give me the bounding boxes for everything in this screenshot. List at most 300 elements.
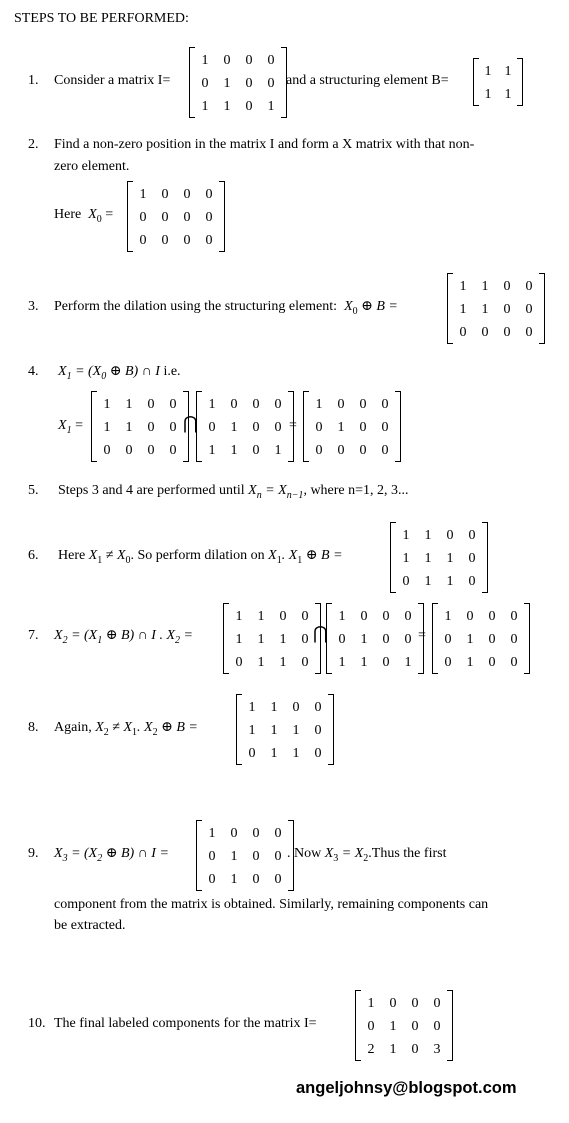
matrix-cell: 0 bbox=[404, 632, 412, 647]
matrix-b-bracket bbox=[517, 105, 522, 106]
equals-sign: = bbox=[289, 418, 297, 433]
step-2-line2: zero element. bbox=[54, 159, 130, 174]
matrix-cell: 0 bbox=[389, 996, 397, 1011]
matrix-row bbox=[96, 439, 184, 462]
matrix-cell: 1 bbox=[230, 420, 238, 435]
matrix-row bbox=[437, 651, 525, 674]
matrix-x0-bracket bbox=[219, 251, 224, 252]
matrix-cell: 0 bbox=[205, 187, 213, 202]
matrix-cell: 2 bbox=[367, 1042, 375, 1057]
matrix-x0-bracket bbox=[219, 181, 224, 182]
matrix-x1-dilated-step7 bbox=[223, 603, 321, 674]
matrix-row bbox=[331, 651, 419, 674]
matrix-i bbox=[189, 47, 287, 118]
matrix-i-step4-bracket bbox=[197, 391, 202, 392]
matrix-row bbox=[360, 1038, 448, 1061]
matrix-cell: 0 bbox=[359, 420, 367, 435]
matrix-cell: 1 bbox=[230, 872, 238, 887]
matrix-row bbox=[132, 206, 220, 229]
step-5-text: Steps 3 and 4 are performed until $X_n = X_{n-1}$, where n=1, 2, 3... bbox=[58, 483, 409, 501]
matrix-cell: 0 bbox=[252, 826, 260, 841]
matrix-cell: 0 bbox=[169, 397, 177, 412]
matrix-cell: 0 bbox=[382, 655, 390, 670]
equals-sign-step7: = bbox=[418, 628, 426, 643]
matrix-x1-dilated-bracket bbox=[391, 592, 396, 593]
matrix-cell: 0 bbox=[488, 609, 496, 624]
matrix-row bbox=[331, 605, 419, 628]
matrix-cell: 0 bbox=[488, 632, 496, 647]
matrix-cell: 0 bbox=[161, 187, 169, 202]
matrix-i-step4-bracket bbox=[288, 391, 293, 392]
matrix-cell: 0 bbox=[245, 53, 253, 68]
matrix-final-labels-grid bbox=[360, 992, 448, 1061]
step-2-number: 2. bbox=[28, 137, 39, 152]
matrix-cell: 1 bbox=[504, 87, 512, 102]
matrix-cell: 0 bbox=[267, 53, 275, 68]
matrix-row bbox=[201, 822, 289, 845]
matrix-x2-dilated-bracket bbox=[237, 764, 242, 765]
matrix-x2-bracket bbox=[524, 603, 529, 604]
matrix-x3 bbox=[196, 820, 294, 891]
step-3-number: 3. bbox=[28, 299, 39, 314]
matrix-row bbox=[437, 605, 525, 628]
matrix-cell: 1 bbox=[360, 632, 368, 647]
matrix-cell: 0 bbox=[139, 210, 147, 225]
step-9-line3: be extracted. bbox=[54, 918, 126, 933]
matrix-cell: 1 bbox=[444, 609, 452, 624]
step-10-number: 10. bbox=[28, 1016, 46, 1031]
matrix-cell: 0 bbox=[481, 325, 489, 340]
matrix-x1-bracket bbox=[304, 391, 309, 392]
matrix-cell: 1 bbox=[481, 279, 489, 294]
matrix-cell: 0 bbox=[139, 233, 147, 248]
matrix-x2-dilated-bracket bbox=[328, 764, 333, 765]
matrix-cell: 1 bbox=[267, 99, 275, 114]
step-2-line1: Find a non-zero position in the matrix I and form a X matrix with that non- bbox=[54, 137, 475, 152]
matrix-cell: 0 bbox=[382, 609, 390, 624]
matrix-row bbox=[452, 298, 540, 321]
matrix-cell: 1 bbox=[389, 1019, 397, 1034]
matrix-cell: 0 bbox=[382, 632, 390, 647]
matrix-cell: 0 bbox=[433, 1019, 441, 1034]
matrix-cell: 0 bbox=[274, 826, 282, 841]
matrix-cell: 0 bbox=[314, 700, 322, 715]
matrix-cell: 0 bbox=[503, 325, 511, 340]
matrix-cell: 0 bbox=[245, 76, 253, 91]
step-7-number: 7. bbox=[28, 628, 39, 643]
matrix-cell: 0 bbox=[360, 609, 368, 624]
matrix-cell: 1 bbox=[424, 528, 432, 543]
matrix-cell: 1 bbox=[424, 574, 432, 589]
matrix-cell: 0 bbox=[301, 632, 309, 647]
matrix-cell: 0 bbox=[315, 420, 323, 435]
matrix-cell: 0 bbox=[402, 574, 410, 589]
matrix-i-bracket bbox=[281, 47, 286, 48]
matrix-cell: 1 bbox=[274, 443, 282, 458]
matrix-x0-bracket bbox=[128, 181, 133, 182]
matrix-row bbox=[132, 229, 220, 252]
step-9-line2: component from the matrix is obtained. Similarly, remaining components can bbox=[54, 897, 489, 912]
matrix-x0 bbox=[127, 181, 225, 252]
matrix-x1-dilated-step7-bracket bbox=[315, 673, 320, 674]
matrix-cell: 0 bbox=[230, 397, 238, 412]
matrix-row bbox=[241, 719, 329, 742]
matrix-x0-grid bbox=[132, 183, 220, 252]
matrix-i-step7-bracket bbox=[418, 673, 423, 674]
matrix-cell: 0 bbox=[183, 187, 191, 202]
step-4-lhs: $X_1$ = bbox=[58, 418, 83, 436]
matrix-row bbox=[241, 742, 329, 765]
matrix-dilation-1-bracket bbox=[539, 273, 544, 274]
matrix-cell: 0 bbox=[252, 443, 260, 458]
matrix-cell: 0 bbox=[411, 1019, 419, 1034]
matrix-cell: 0 bbox=[381, 443, 389, 458]
matrix-cell: 1 bbox=[270, 700, 278, 715]
blog-url: angeljohnsy@blogspot.com bbox=[296, 1079, 517, 1097]
matrix-row bbox=[201, 416, 289, 439]
matrix-x0-dilated-bracket bbox=[183, 391, 188, 392]
matrix-cell: 1 bbox=[279, 655, 287, 670]
matrix-cell: 0 bbox=[446, 528, 454, 543]
matrix-final-labels-bracket bbox=[356, 990, 361, 991]
matrix-b-bracket bbox=[474, 58, 479, 59]
matrix-cell: 0 bbox=[183, 210, 191, 225]
matrix-cell: 1 bbox=[459, 279, 467, 294]
matrix-x1-dilated-bracket bbox=[482, 592, 487, 593]
matrix-x2-bracket bbox=[433, 603, 438, 604]
matrix-row bbox=[194, 95, 282, 118]
matrix-cell: 1 bbox=[201, 99, 209, 114]
matrix-row bbox=[194, 49, 282, 72]
matrix-x2-bracket bbox=[433, 673, 438, 674]
matrix-row bbox=[201, 439, 289, 462]
matrix-x2-dilated-bracket bbox=[328, 694, 333, 695]
matrix-x1 bbox=[303, 391, 401, 462]
matrix-cell: 1 bbox=[279, 632, 287, 647]
matrix-x0-dilated-bracket bbox=[92, 391, 97, 392]
matrix-cell: 0 bbox=[404, 609, 412, 624]
matrix-cell: 1 bbox=[367, 996, 375, 1011]
step-1-text-b: and a structuring element B= bbox=[286, 73, 449, 88]
matrix-cell: 0 bbox=[314, 723, 322, 738]
matrix-dilation-1-grid bbox=[452, 275, 540, 344]
matrix-cell: 1 bbox=[270, 723, 278, 738]
matrix-row bbox=[395, 570, 483, 593]
matrix-row bbox=[201, 845, 289, 868]
step-9-number: 9. bbox=[28, 846, 39, 861]
step-4-number: 4. bbox=[28, 364, 39, 379]
matrix-cell: 1 bbox=[315, 397, 323, 412]
matrix-cell: 0 bbox=[205, 233, 213, 248]
matrix-cell: 1 bbox=[201, 53, 209, 68]
matrix-cell: 1 bbox=[230, 443, 238, 458]
matrix-cell: 1 bbox=[248, 700, 256, 715]
matrix-cell: 1 bbox=[230, 849, 238, 864]
matrix-cell: 0 bbox=[252, 849, 260, 864]
matrix-cell: 0 bbox=[201, 76, 209, 91]
matrix-cell: 0 bbox=[161, 233, 169, 248]
step-4-formula: $X_1 = (X_0$ ⊕ B) ∩ I i.e. bbox=[58, 364, 181, 382]
matrix-x3-bracket bbox=[197, 820, 202, 821]
matrix-cell: 1 bbox=[208, 443, 216, 458]
matrix-cell: 0 bbox=[433, 996, 441, 1011]
matrix-row bbox=[201, 868, 289, 891]
matrix-cell: 0 bbox=[468, 574, 476, 589]
matrix-cell: 0 bbox=[503, 279, 511, 294]
step-1-number: 1. bbox=[28, 73, 39, 88]
matrix-row bbox=[478, 83, 518, 106]
matrix-cell: 1 bbox=[235, 609, 243, 624]
matrix-cell: 0 bbox=[444, 655, 452, 670]
matrix-x2-dilated bbox=[236, 694, 334, 765]
matrix-row bbox=[228, 651, 316, 674]
matrix-cell: 0 bbox=[301, 655, 309, 670]
matrix-cell: 1 bbox=[208, 826, 216, 841]
matrix-cell: 1 bbox=[484, 64, 492, 79]
matrix-cell: 0 bbox=[468, 551, 476, 566]
matrix-cell: 0 bbox=[411, 996, 419, 1011]
matrix-cell: 1 bbox=[402, 551, 410, 566]
matrix-cell: 1 bbox=[484, 87, 492, 102]
matrix-cell: 1 bbox=[125, 420, 133, 435]
matrix-x1-grid bbox=[308, 393, 396, 462]
matrix-i-bracket bbox=[190, 117, 195, 118]
matrix-cell: 1 bbox=[292, 723, 300, 738]
matrix-b-grid bbox=[478, 60, 518, 106]
matrix-row bbox=[452, 275, 540, 298]
matrix-cell: 0 bbox=[359, 397, 367, 412]
matrix-cell: 0 bbox=[525, 302, 533, 317]
matrix-x1-dilated bbox=[390, 522, 488, 593]
matrix-cell: 0 bbox=[381, 397, 389, 412]
matrix-cell: 0 bbox=[314, 746, 322, 761]
matrix-x1-bracket bbox=[395, 391, 400, 392]
matrix-cell: 0 bbox=[510, 655, 518, 670]
matrix-cell: 0 bbox=[367, 1019, 375, 1034]
matrix-cell: 1 bbox=[404, 655, 412, 670]
matrix-x1-bracket bbox=[304, 461, 309, 462]
matrix-cell: 0 bbox=[252, 397, 260, 412]
matrix-x1-dilated-bracket bbox=[391, 522, 396, 523]
matrix-cell: 0 bbox=[315, 443, 323, 458]
matrix-cell: 0 bbox=[338, 632, 346, 647]
matrix-cell: 1 bbox=[257, 632, 265, 647]
matrix-cell: 1 bbox=[481, 302, 489, 317]
matrix-cell: 0 bbox=[381, 420, 389, 435]
matrix-x3-bracket bbox=[197, 890, 202, 891]
matrix-row bbox=[360, 992, 448, 1015]
matrix-cell: 0 bbox=[161, 210, 169, 225]
matrix-cell: 0 bbox=[252, 420, 260, 435]
matrix-row bbox=[308, 439, 396, 462]
matrix-cell: 1 bbox=[338, 609, 346, 624]
matrix-x0-dilated-bracket bbox=[92, 461, 97, 462]
matrix-row bbox=[132, 183, 220, 206]
matrix-cell: 1 bbox=[125, 397, 133, 412]
matrix-row bbox=[228, 628, 316, 651]
matrix-x1-dilated-bracket bbox=[482, 522, 487, 523]
step-6-number: 6. bbox=[28, 548, 39, 563]
step-5-number: 5. bbox=[28, 483, 39, 498]
matrix-cell: 0 bbox=[169, 420, 177, 435]
matrix-cell: 1 bbox=[466, 655, 474, 670]
matrix-row bbox=[96, 416, 184, 439]
matrix-cell: 0 bbox=[183, 233, 191, 248]
matrix-x1-bracket bbox=[395, 461, 400, 462]
page-title: STEPS TO BE PERFORMED: bbox=[14, 11, 189, 26]
matrix-cell: 1 bbox=[389, 1042, 397, 1057]
matrix-cell: 0 bbox=[510, 632, 518, 647]
matrix-row bbox=[228, 605, 316, 628]
matrix-cell: 0 bbox=[252, 872, 260, 887]
matrix-i-step4-grid bbox=[201, 393, 289, 462]
matrix-x1-dilated-step7-bracket bbox=[224, 673, 229, 674]
matrix-cell: 0 bbox=[411, 1042, 419, 1057]
matrix-i-step4-bracket bbox=[288, 461, 293, 462]
matrix-cell: 0 bbox=[503, 302, 511, 317]
matrix-i-grid bbox=[194, 49, 282, 118]
matrix-cell: 1 bbox=[292, 746, 300, 761]
matrix-cell: 0 bbox=[459, 325, 467, 340]
matrix-i-step4-bracket bbox=[197, 461, 202, 462]
matrix-x1-dilated-step7-grid bbox=[228, 605, 316, 674]
matrix-x2-grid bbox=[437, 605, 525, 674]
matrix-cell: 1 bbox=[139, 187, 147, 202]
matrix-cell: 1 bbox=[446, 574, 454, 589]
matrix-cell: 1 bbox=[223, 99, 231, 114]
matrix-cell: 0 bbox=[208, 420, 216, 435]
matrix-cell: 0 bbox=[223, 53, 231, 68]
matrix-row bbox=[452, 321, 540, 344]
matrix-cell: 0 bbox=[205, 210, 213, 225]
matrix-cell: 1 bbox=[103, 397, 111, 412]
matrix-cell: 0 bbox=[510, 609, 518, 624]
matrix-x0-dilated-grid bbox=[96, 393, 184, 462]
matrix-cell: 0 bbox=[444, 632, 452, 647]
matrix-cell: 0 bbox=[359, 443, 367, 458]
matrix-cell: 1 bbox=[459, 302, 467, 317]
matrix-cell: 0 bbox=[292, 700, 300, 715]
matrix-cell: 1 bbox=[338, 655, 346, 670]
matrix-x0-dilated-bracket bbox=[183, 461, 188, 462]
matrix-x2-bracket bbox=[524, 673, 529, 674]
matrix-cell: 0 bbox=[279, 609, 287, 624]
matrix-b-bracket bbox=[517, 58, 522, 59]
matrix-cell: 0 bbox=[230, 826, 238, 841]
matrix-x3-grid bbox=[201, 822, 289, 891]
step-2-here: Here $X_0$ = bbox=[54, 207, 114, 225]
matrix-cell: 0 bbox=[267, 76, 275, 91]
matrix-i-step7 bbox=[326, 603, 424, 674]
matrix-x0-dilated bbox=[91, 391, 189, 462]
matrix-cell: 1 bbox=[223, 76, 231, 91]
step-1-text: Consider a matrix I= bbox=[54, 73, 171, 88]
step-6-text: Here $X_1 \ne X_0$. So perform dilation on $X_1$. $X_1$ ⊕ B = bbox=[58, 548, 343, 566]
step-9-formula: $X_3 = (X_2$ ⊕ B) ∩ I = bbox=[54, 846, 169, 864]
matrix-i-step4 bbox=[196, 391, 294, 462]
matrix-cell: 0 bbox=[337, 443, 345, 458]
matrix-i-step7-bracket bbox=[418, 603, 423, 604]
matrix-cell: 0 bbox=[301, 609, 309, 624]
matrix-cell: 0 bbox=[147, 397, 155, 412]
matrix-b bbox=[473, 58, 523, 106]
step-10-text: The final labeled components for the matrix I= bbox=[54, 1016, 317, 1031]
step-8-number: 8. bbox=[28, 720, 39, 735]
matrix-x1-dilated-step7-bracket bbox=[224, 603, 229, 604]
matrix-cell: 0 bbox=[468, 528, 476, 543]
matrix-cell: 0 bbox=[337, 397, 345, 412]
matrix-cell: 0 bbox=[245, 99, 253, 114]
matrix-cell: 0 bbox=[525, 279, 533, 294]
step-3-text: Perform the dilation using the structuring element: $X_0$ ⊕ B = bbox=[54, 299, 398, 317]
matrix-cell: 0 bbox=[466, 609, 474, 624]
matrix-cell: 1 bbox=[235, 632, 243, 647]
matrix-cell: 0 bbox=[235, 655, 243, 670]
matrix-cell: 0 bbox=[103, 443, 111, 458]
intersection-symbol: ⋂ bbox=[183, 413, 198, 433]
intersection-symbol-step7: ⋂ bbox=[313, 623, 328, 643]
matrix-x1-dilated-grid bbox=[395, 524, 483, 593]
matrix-final-labels-bracket bbox=[447, 1060, 452, 1061]
matrix-cell: 0 bbox=[274, 872, 282, 887]
matrix-cell: 1 bbox=[360, 655, 368, 670]
matrix-row bbox=[395, 547, 483, 570]
matrix-cell: 1 bbox=[402, 528, 410, 543]
matrix-cell: 0 bbox=[274, 420, 282, 435]
matrix-row bbox=[308, 416, 396, 439]
matrix-i-bracket bbox=[281, 117, 286, 118]
matrix-cell: 0 bbox=[248, 746, 256, 761]
matrix-cell: 1 bbox=[257, 609, 265, 624]
matrix-cell: 3 bbox=[433, 1042, 441, 1057]
matrix-cell: 1 bbox=[337, 420, 345, 435]
matrix-row bbox=[331, 628, 419, 651]
matrix-row bbox=[360, 1015, 448, 1038]
matrix-cell: 0 bbox=[147, 420, 155, 435]
step-9-text: . Now $X_3$ = $X_2.Thus$ the first bbox=[287, 846, 447, 864]
matrix-cell: 0 bbox=[274, 849, 282, 864]
matrix-x1-dilated-step7-bracket bbox=[315, 603, 320, 604]
matrix-dilation-1 bbox=[447, 273, 545, 344]
matrix-row bbox=[478, 60, 518, 83]
matrix-dilation-1-bracket bbox=[448, 343, 453, 344]
matrix-final-labels-bracket bbox=[356, 1060, 361, 1061]
matrix-cell: 1 bbox=[270, 746, 278, 761]
matrix-cell: 0 bbox=[147, 443, 155, 458]
matrix-i-step7-bracket bbox=[327, 603, 332, 604]
matrix-x0-bracket bbox=[128, 251, 133, 252]
matrix-row bbox=[437, 628, 525, 651]
step-8-text: Again, $X_2 \ne X_1$. $X_2$ ⊕ B = bbox=[54, 720, 198, 738]
matrix-row bbox=[201, 393, 289, 416]
matrix-row bbox=[395, 524, 483, 547]
matrix-x2-dilated-bracket bbox=[237, 694, 242, 695]
matrix-i-step7-grid bbox=[331, 605, 419, 674]
matrix-cell: 1 bbox=[446, 551, 454, 566]
matrix-row bbox=[308, 393, 396, 416]
matrix-cell: 0 bbox=[208, 872, 216, 887]
matrix-i-step7-bracket bbox=[327, 673, 332, 674]
matrix-final-labels bbox=[355, 990, 453, 1061]
matrix-x2-dilated-grid bbox=[241, 696, 329, 765]
step-7-formula: $X_2 = (X_1$ ⊕ B) ∩ I . $X_2$ = bbox=[54, 628, 193, 646]
matrix-x3-bracket bbox=[288, 820, 293, 821]
matrix-cell: 0 bbox=[274, 397, 282, 412]
matrix-dilation-1-bracket bbox=[448, 273, 453, 274]
matrix-cell: 1 bbox=[424, 551, 432, 566]
matrix-x2 bbox=[432, 603, 530, 674]
matrix-row bbox=[241, 696, 329, 719]
